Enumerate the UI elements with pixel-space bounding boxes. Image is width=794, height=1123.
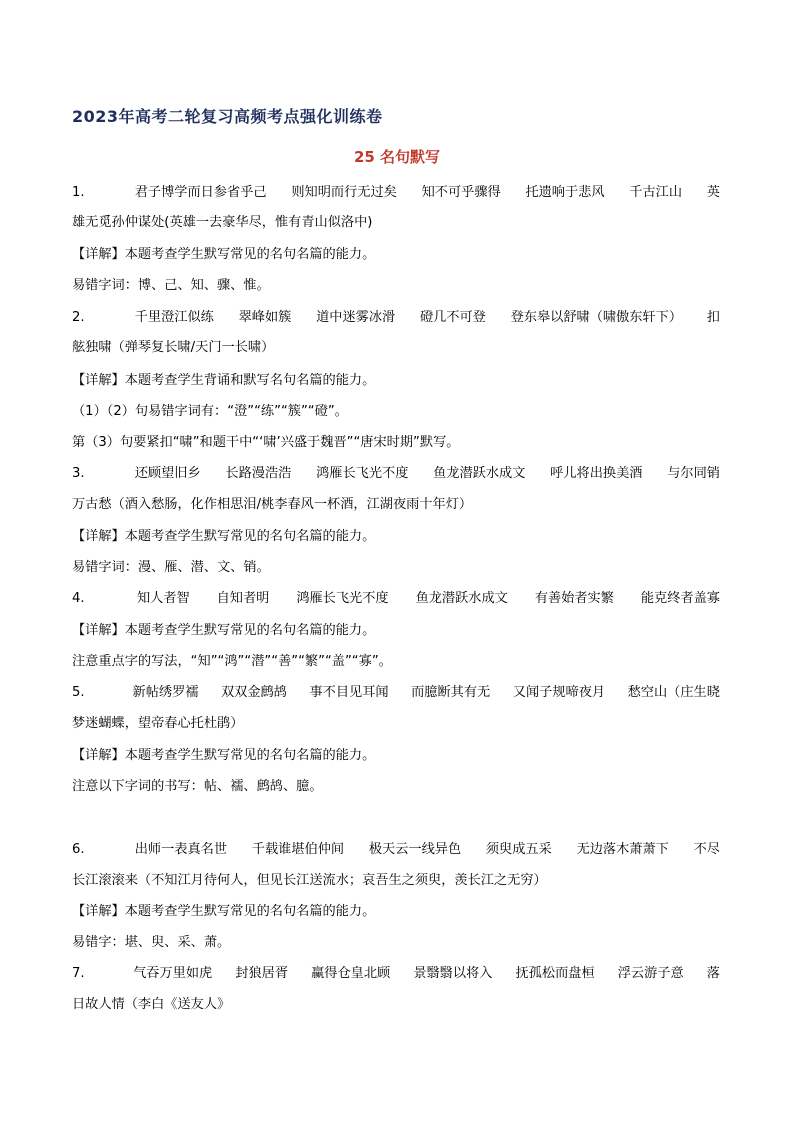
answer-6-phrases — [72, 841, 720, 859]
answer-1-note: 易错字词：博、己、知、骤、惟。 — [72, 278, 270, 293]
answer-3-phrases — [72, 465, 720, 483]
answer-7-phrases — [72, 965, 720, 983]
phrase: 无边落木萧萧下 — [576, 842, 669, 857]
phrase: 不尽 — [693, 842, 720, 857]
phrase: 鱼龙潜跃水成文 — [415, 591, 508, 606]
phrase: 须臾成五采 — [485, 842, 552, 857]
phrase: 出师一表真名世 — [134, 842, 228, 857]
phrase: 封狼居胥 — [235, 966, 289, 981]
phrase: 与尔同销 — [667, 466, 720, 481]
answer-3-detail: 【详解】本题考查学生默写常见的名句名篇的能力。 — [72, 529, 376, 544]
phrase: 景翳翳以将入 — [413, 966, 493, 981]
phrase: 扣 — [706, 310, 720, 325]
phrase: 有善始者实繁 — [534, 591, 614, 606]
answer-2-phrases — [72, 309, 720, 327]
phrase: 新帖绣罗襦 — [132, 685, 199, 700]
phrase: 磴几不可登 — [419, 310, 486, 325]
phrase: 千古江山 — [629, 185, 683, 200]
phrase: 鱼龙潜跃水成文 — [433, 466, 526, 481]
phrase: 千载谁堪伯仲间 — [251, 842, 345, 857]
answer-2-note: （1）（2）句易错字词有：“澄”“练”“簇”“磴”。 — [72, 404, 348, 419]
answer-1-continuation: 雄无觅孙仲谋处(英雄一去豪华尽，惟有青山似洛中) — [72, 215, 373, 230]
document-title: 2023年高考二轮复习高频考点强化训练卷 — [72, 107, 383, 126]
phrase: 托遗响于悲风 — [525, 185, 605, 200]
phrase: 鸿雁长飞光不度 — [296, 591, 389, 606]
phrase: 登东皋以舒啸（啸傲东轩下） — [510, 310, 683, 325]
answer-1-number: 1. — [72, 185, 85, 200]
answer-5-continuation: 梦迷蝴蝶，望帝春心托杜鹃） — [72, 716, 244, 731]
phrase: 浮云游子意 — [617, 966, 684, 981]
phrase: 事不目见耳闻 — [309, 685, 389, 700]
phrase: 还顾望旧乡 — [134, 466, 201, 481]
phrase: 鸿雁长飞光不度 — [316, 466, 409, 481]
answer-5-phrases — [72, 684, 720, 702]
answer-3-note: 易错字词：漫、雁、潜、文、销。 — [72, 560, 270, 575]
answer-2-note-2: 第（3）句要紧扣“啸”和题干中“‘啸’兴盛于魏晋”“唐宋时期”默写。 — [72, 435, 460, 450]
phrase: 英 — [706, 185, 720, 200]
phrase: 愁空山（庄生晓 — [627, 685, 720, 700]
answer-7-continuation: 日故人情（李白《送友人》 — [72, 997, 231, 1012]
answer-2-continuation: 舷独啸（弹琴复长啸/天门一长啸） — [72, 340, 275, 355]
answer-6-number: 6. — [72, 842, 85, 857]
answer-6-continuation: 长江滚滚来（不知江月待何人，但见长江送流水；哀吾生之须臾，羡长江之无穷） — [72, 873, 547, 888]
answer-1-detail: 【详解】本题考查学生默写常见的名句名篇的能力。 — [72, 247, 376, 262]
answer-5-detail: 【详解】本题考查学生默写常见的名句名篇的能力。 — [72, 748, 376, 763]
phrase: 气吞万里如虎 — [133, 966, 213, 981]
phrase: 君子博学而日参省乎己 — [134, 185, 267, 200]
answer-2-detail: 【详解】本题考查学生背诵和默写名句名篇的能力。 — [72, 373, 376, 388]
phrase: 翠峰如簇 — [238, 310, 292, 325]
phrase: 千里澄江似练 — [134, 310, 214, 325]
answer-5-number: 5. — [72, 685, 85, 700]
phrase: 呼儿将出换美酒 — [550, 466, 643, 481]
section-heading: 25 名句默写 — [353, 148, 441, 166]
phrase: 知人者智 — [136, 591, 190, 606]
phrase: 又闻子规啼夜月 — [512, 685, 606, 700]
phrase: 知不可乎骤得 — [421, 185, 501, 200]
answer-1-phrases — [72, 184, 720, 202]
phrase: 极天云一线异色 — [368, 842, 462, 857]
phrase: 落 — [706, 966, 720, 981]
answer-4-note: 注意重点字的写法，“知”“鸿”“潜”“善”“繁”“盖”“寡”。 — [72, 654, 392, 669]
answer-4-detail: 【详解】本题考查学生默写常见的名句名篇的能力。 — [72, 623, 376, 638]
phrase: 抚孤松而盘桓 — [515, 966, 595, 981]
phrase: 自知者明 — [216, 591, 270, 606]
answer-4-number: 4. — [72, 591, 85, 606]
phrase: 则知明而行无过矣 — [291, 185, 397, 200]
phrase: 长路漫浩浩 — [225, 466, 292, 481]
answer-4-phrases — [72, 590, 720, 608]
phrase: 双双金鹧鸪 — [221, 685, 287, 700]
answer-6-note: 易错字：堪、臾、采、萧。 — [72, 935, 231, 950]
answer-6-detail: 【详解】本题考查学生默写常见的名句名篇的能力。 — [72, 904, 376, 919]
answer-7-number: 7. — [72, 966, 85, 981]
answer-3-continuation: 万古愁（酒入愁肠，化作相思泪/桃李春风一杯酒，江湖夜雨十年灯） — [72, 497, 473, 512]
answer-5-note: 注意以下字词的书写：帖、襦、鹧鸪、臆。 — [72, 779, 323, 794]
phrase: 赢得仓皇北顾 — [311, 966, 391, 981]
phrase: 道中迷雾冰滑 — [316, 310, 396, 325]
phrase: 能克终者盖寡 — [640, 591, 720, 606]
answer-2-number: 2. — [72, 310, 85, 325]
answer-3-number: 3. — [72, 466, 85, 481]
phrase: 而臆断其有无 — [411, 685, 491, 700]
